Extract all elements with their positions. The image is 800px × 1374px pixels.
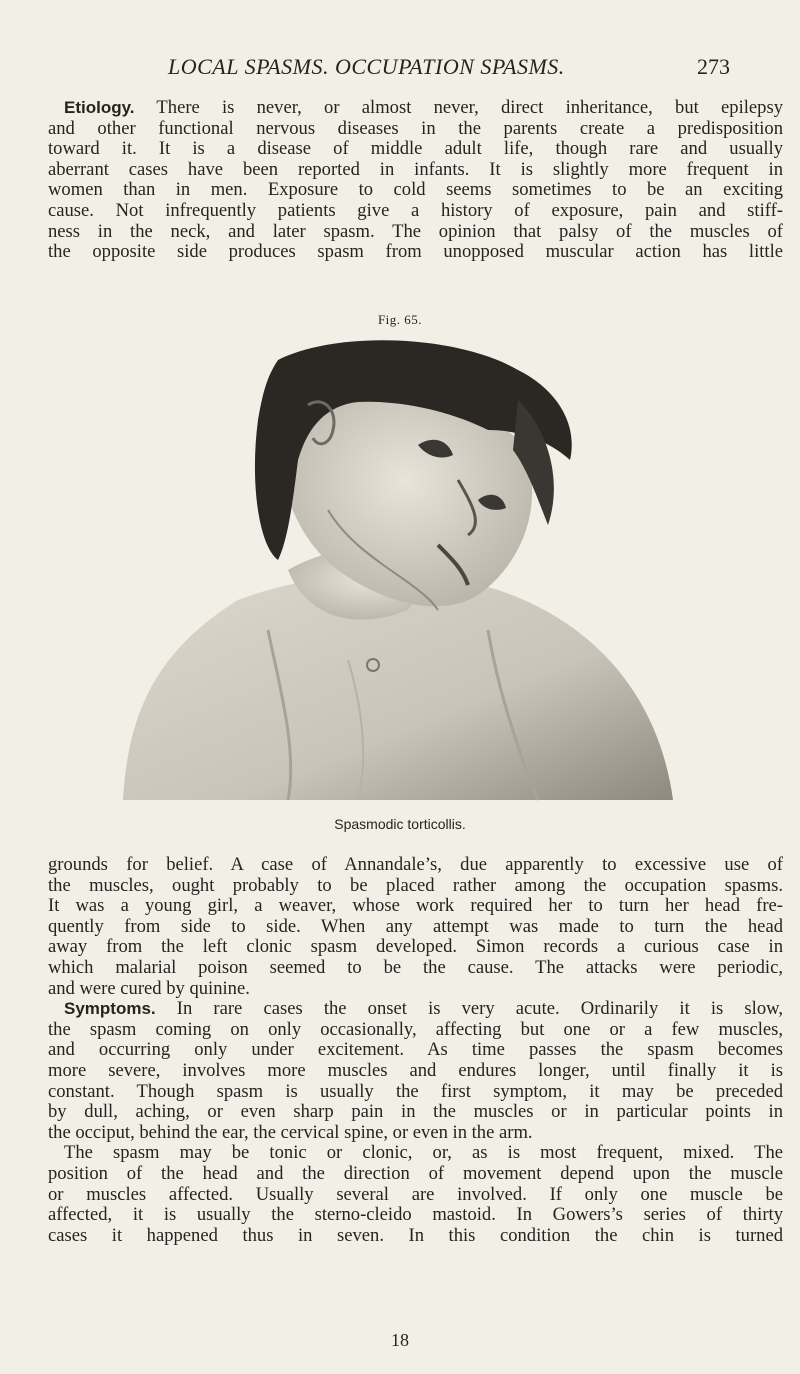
text-line: which malarial poison seemed to be the cause. The attacks were periodic, xyxy=(48,956,783,978)
text-line: constant. Though spasm is usually the first symptom, it may be preceded xyxy=(48,1080,783,1102)
text-line: women than in men. Exposure to cold seems sometimes to be an exciting xyxy=(48,179,783,201)
text-line: It was a young girl, a weaver, whose work required her to turn her head fre- xyxy=(48,895,783,917)
body-continuation xyxy=(48,855,783,1246)
running-head xyxy=(48,54,770,84)
text-line: ness in the neck, and later spasm. The opinion that palsy of the muscles of xyxy=(48,220,783,242)
text-line: Symptoms. In rare cases the onset is very acute. Ordinarily it is slow, xyxy=(64,998,783,1020)
text-line: the opposite side produces spasm from unopposed muscular action has little xyxy=(48,241,783,263)
text-line: and were cured by quinine. xyxy=(48,977,250,999)
text-line: affected, it is usually the sterno-cleido mastoid. In Gowers’s series of thirty xyxy=(48,1204,783,1226)
etiology-paragraph xyxy=(48,98,783,263)
text-line: position of the head and the direction of movement depend upon the muscle xyxy=(48,1162,783,1184)
text-line: the occiput, behind the ear, the cervical spine, or even in the arm. xyxy=(48,1121,533,1143)
text-line: aberrant cases have been reported in infants. It is slightly more frequent in xyxy=(48,158,783,180)
text-line: away from the left clonic spasm developed. Simon records a curious case in xyxy=(48,936,783,958)
text-line: grounds for belief. A case of Annandale’s, due apparently to excessive use of xyxy=(48,854,783,875)
text-line: or muscles affected. Usually several are involved. If only one muscle be xyxy=(48,1183,783,1205)
text-line: cases it happened thus in seven. In this condition the chin is turned xyxy=(48,1224,783,1246)
text-line: toward it. It is a disease of middle adult life, though rare and usually xyxy=(48,138,783,160)
text-line: and occurring only under excitement. As time passes the spasm becomes xyxy=(48,1039,783,1061)
running-title: LOCAL SPASMS. OCCUPATION SPASMS. xyxy=(168,54,565,79)
text-line: The spasm may be tonic or clonic, or, as is most frequent, mixed. The xyxy=(64,1142,783,1164)
text-line: more severe, involves more muscles and endures longer, until finally it is xyxy=(48,1059,783,1081)
etiology-heading: Etiology. xyxy=(64,98,135,117)
text-line: quently from side to side. When any attempt was made to turn the head xyxy=(48,915,783,937)
text-line: the muscles, ought probably to be placed rather among the occupation spasms. xyxy=(48,874,783,896)
figure-caption: Spasmodic torticollis. xyxy=(334,816,466,832)
torticollis-figure xyxy=(118,330,678,810)
text-line: Etiology. There is never, or almost never, direct inheritance, but epilepsy xyxy=(64,97,783,118)
page-number: 273 xyxy=(697,54,730,79)
signature-mark: 18 xyxy=(391,1330,409,1350)
symptoms-heading: Symptoms. xyxy=(64,999,156,1019)
figure-label: Fig. 65. xyxy=(377,312,423,327)
text-line: by dull, aching, or even sharp pain in the muscles or in particular points in xyxy=(48,1101,783,1123)
text-line: and other functional nervous diseases in the parents create a predisposition xyxy=(48,117,783,139)
text-line: the spasm coming on only occasionally, affecting but one or a few muscles, xyxy=(48,1018,783,1040)
text-line: cause. Not infrequently patients give a history of exposure, pain and stiff- xyxy=(48,199,783,221)
